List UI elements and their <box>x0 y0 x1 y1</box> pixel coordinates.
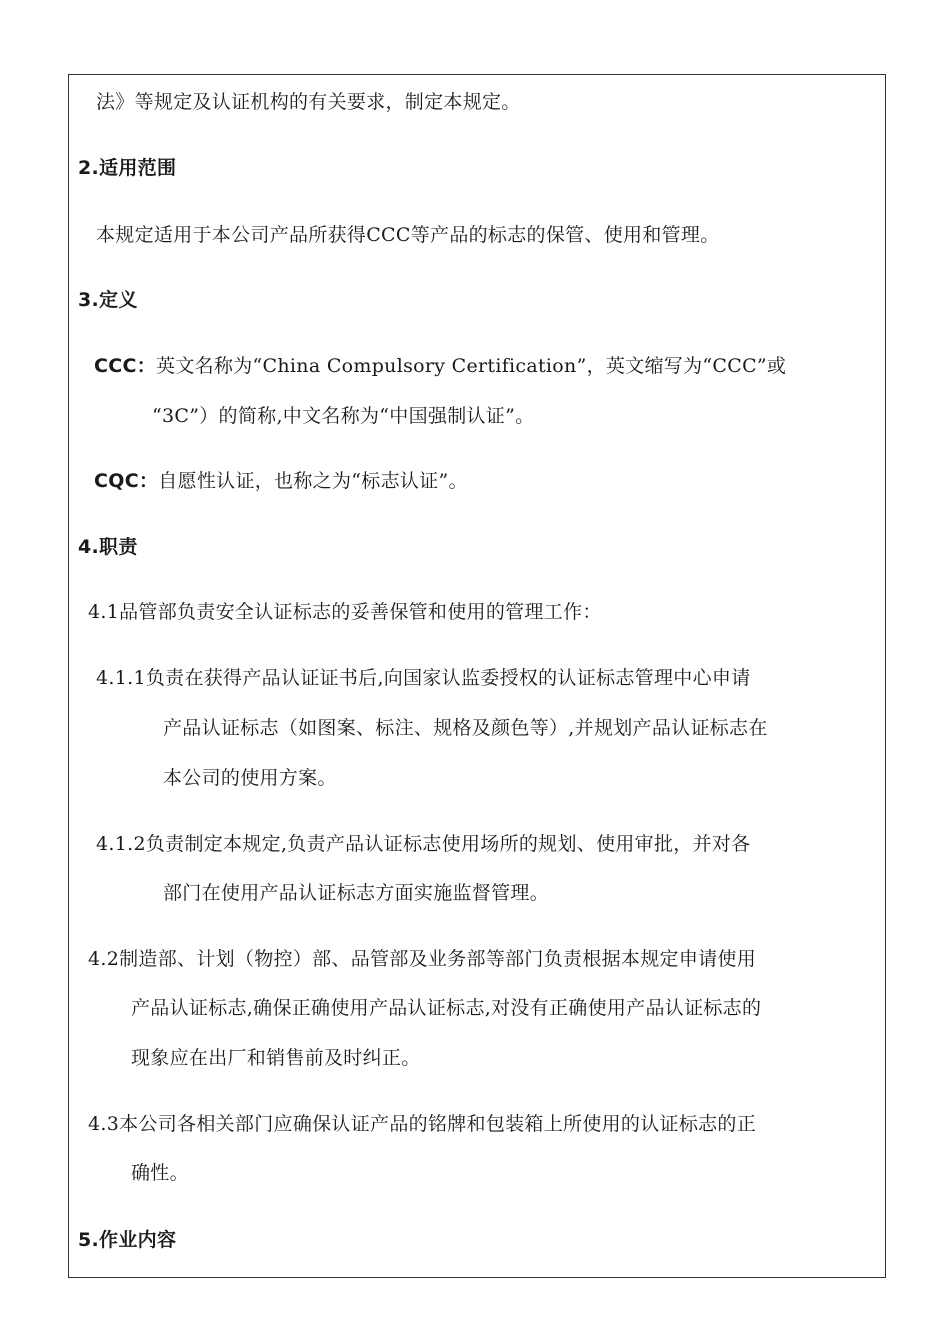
heading-work-content: 5.作业内容 <box>78 1229 177 1251</box>
heading-definitions: 3.定义 <box>78 289 138 311</box>
clause-4-2-line2: 产品认证标志,确保正确使用产品认证标志,对没有正确使用产品认证标志的 <box>131 997 762 1019</box>
clause-4-1-2-line2: 部门在使用产品认证标志方面实施监督管理。 <box>163 882 550 904</box>
paragraph-scope: 本规定适用于本公司产品所获得CCC等产品的标志的保管、使用和管理。 <box>96 224 720 246</box>
clause-4-2-line1: 4.2制造部、计划（物控）部、品管部及业务部等部门负责根据本规定申请使用 <box>88 948 757 970</box>
clause-4-1-2-line1: 4.1.2负责制定本规定,负责产品认证标志使用场所的规划、使用审批，并对各 <box>96 833 751 855</box>
definition-ccc-term: CCC： <box>94 355 157 377</box>
clause-4-3-line2: 确性。 <box>131 1162 189 1184</box>
definition-cqc-text: 自愿性认证，也称之为“标志认证”。 <box>158 470 468 492</box>
paragraph-intro-tail: 法》等规定及认证机构的有关要求，制定本规定。 <box>96 91 521 113</box>
clause-4-2-line3: 现象应在出厂和销售前及时纠正。 <box>131 1047 421 1069</box>
heading-scope: 2.适用范围 <box>78 157 177 179</box>
definition-cqc-term: CQC： <box>94 470 159 492</box>
clause-4-1-1-line3: 本公司的使用方案。 <box>163 767 337 789</box>
definition-ccc-line2: “3C”）的简称,中文名称为“中国强制认证”。 <box>152 405 535 427</box>
definition-cqc <box>94 469 468 493</box>
heading-responsibilities: 4.职责 <box>78 536 138 558</box>
clause-4-3-line1: 4.3本公司各相关部门应确保认证产品的铭牌和包装箱上所使用的认证标志的正 <box>88 1113 757 1135</box>
definition-ccc-text: 英文名称为“China Compulsory Certification”，英文缩写为“CCC”或 <box>156 355 787 377</box>
definition-ccc-line1 <box>94 354 786 378</box>
clause-4-1-1-line2: 产品认证标志（如图案、标注、规格及颜色等）,并规划产品认证标志在 <box>163 717 768 739</box>
clause-4-1-1-line1: 4.1.1负责在获得产品认证证书后,向国家认监委授权的认证标志管理中心申请 <box>96 667 751 689</box>
clause-4-1: 4.1品管部负责安全认证标志的妥善保管和使用的管理工作： <box>88 601 602 623</box>
